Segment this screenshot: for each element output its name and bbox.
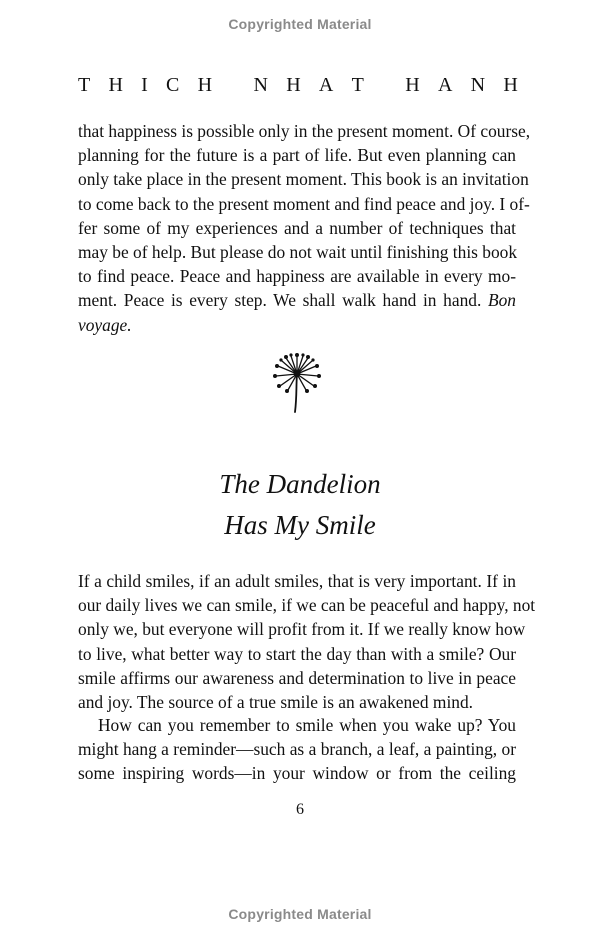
running-head-letter: N [253,74,268,96]
text-line: that happiness is possible only in the present moment. Of course, [78,121,531,141]
running-head-letter: C [166,74,180,96]
text-line: fer some of my experiences and a number of techniques that [78,217,516,238]
text-line: only we, but everyone will profit from it. If we really know how [78,619,526,640]
chapter-title-line: Has My Smile [224,510,376,540]
chapter-title-line: The Dandelion [219,469,381,499]
italic-phrase-continued: voyage. [78,314,132,335]
running-head-space [230,74,235,97]
running-head-letter: H [503,74,518,96]
running-head-author [78,74,518,97]
text-line: and joy. The source of a true smile is an awakened mind. [78,692,474,713]
text-line: to come back to the present moment and find peace and joy. I of- [78,193,530,214]
running-head-letter: H [405,74,420,96]
running-head-space [382,74,387,97]
text-line-segment: ment. Peace is every step. We shall walk hand in hand. [78,290,482,311]
running-head-letter: H [108,74,123,96]
body-paragraph [78,713,516,786]
text-line: some inspiring words—in your window or from the ceiling [78,763,516,784]
running-head-letter: A [437,74,453,96]
text-line: smile affirms our awareness and determination to live in peace [78,667,516,688]
page-number: 6 [296,801,304,818]
copyright-watermark-top: Copyrighted Material [228,16,372,32]
copyright-watermark-bottom: Copyrighted Material [228,906,372,922]
text-line: might hang a reminder—such as a branch, a leaf, a painting, or [78,739,516,760]
body-paragraph [78,569,536,714]
text-line: If a child smiles, if an adult smiles, that is very important. If in [78,571,516,591]
running-head-letter: H [286,74,301,96]
text-line: to find peace. Peace and happiness are available in every mo- [78,266,516,287]
running-head-letter: I [141,74,148,96]
text-line: How can you remember to smile when you wake up? You [98,715,516,735]
text-line: only take place in the present moment. This book is an invitation [78,169,529,190]
italic-phrase: Bon [487,290,516,311]
text-line-with-italic [78,288,516,312]
text-line: planning for the future is a part of life. But even planning can [78,145,516,166]
running-head-letter: N [470,74,486,96]
running-head-letter: T [351,74,364,96]
text-line: our daily lives we can smile, if we can be peaceful and happy, not [78,595,536,616]
text-line-italic [78,313,516,337]
text-line: to live, what better way to start the day than with a smile? Our [78,643,516,664]
text-line: may be of help. But please do not wait until finishing this book [78,242,518,263]
running-head-letter: H [197,74,213,96]
running-head-letter: T [78,74,91,96]
intro-paragraph [78,119,531,337]
running-head-letter: A [318,74,334,96]
running-head-letters [78,74,518,97]
dandelion-icon [272,352,322,414]
chapter-title [0,464,600,546]
